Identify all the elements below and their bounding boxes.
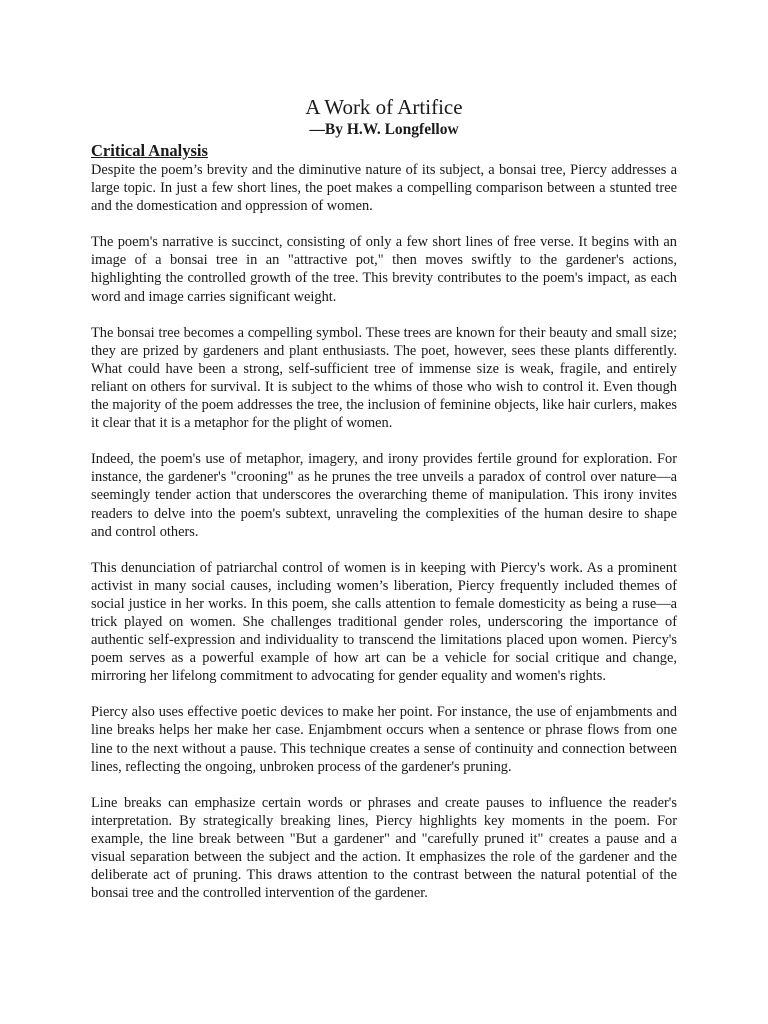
paragraph-3: The bonsai tree becomes a compelling symbol. These trees are known for their beauty and small size; they are prized by gardeners and plant enthusiasts. The poet, however, sees these plants differently. What could have been a strong, self-sufficient tree of immense size is weak, fragile, and entirely reliant on others for survival. It is subject to the whims of those who wish to control it. Even though the majority of the poem addresses the tree, the inclusion of feminine objects, like hair curlers, makes it clear that it is a metaphor for the plight of women. [91, 324, 677, 432]
author-byline: —By H.W. Longfellow [309, 121, 459, 138]
document-title: A Work of Artifice [305, 95, 463, 119]
document-body [91, 94, 677, 920]
paragraph-4: Indeed, the poem's use of metaphor, imagery, and irony provides fertile ground for exploration. For instance, the gardener's "crooning" as he prunes the tree unveils a paradox of control over nature—a seemingly tender action that underscores the overarching theme of manipulation. This irony invites readers to delve into the poem's subtext, unraveling the complexities of the human desire to shape and control others. [91, 451, 677, 540]
paragraph-2: The poem's narrative is succinct, consisting of only a few short lines of free verse. It begins with an image of a bonsai tree in an "attractive pot," then moves swiftly to the gardener's actions, highlighting the controlled growth of the tree. This brevity contributes to the poem's impact, as each word and image carries significant weight. [91, 234, 677, 305]
paragraph-5: This denunciation of patriarchal control of women is in keeping with Piercy's work. As a prominent activist in many social causes, including women’s liberation, Piercy frequently included themes of social justice in her works. In this poem, she calls attention to female domesticity as being a ruse—a trick played on women. She challenges traditional gender roles, underscoring the importance of authentic self-expression and individuality to transcend the limitations placed upon women. Piercy's poem serves as a powerful example of how art can be a vehicle for social critique and change, mirroring her lifelong commitment to advocating for gender equality and women's rights. [91, 559, 677, 685]
paragraph-1: Despite the poem’s brevity and the diminutive nature of its subject, a bonsai tree, Piercy addresses a large topic. In just a few short lines, the poet makes a compelling comparison between a stunted tree and the domestication and oppression of women. [91, 162, 677, 215]
paragraph-6: Piercy also uses effective poetic devices to make her point. For instance, the use of enjambments and line breaks helps her make her case. Enjambment occurs when a sentence or phrase flows from one line to the next without a pause. This technique creates a sense of continuity and connection between lines, reflecting the ongoing, unbroken process of the gardener's pruning. [91, 704, 677, 775]
paragraph-7: Line breaks can emphasize certain words or phrases and create pauses to influence the reader's interpretation. By strategically breaking lines, Piercy highlights key moments in the poem. For example, the line break between "But a gardener" and "carefully pruned it" creates a pause and a visual separation between the subject and the action. It emphasizes the role of the gardener and the deliberate act of pruning. This draws attention to the contrast between the natural potential of the bonsai tree and the controlled intervention of the gardener. [91, 794, 677, 902]
section-heading: Critical Analysis [91, 141, 208, 160]
